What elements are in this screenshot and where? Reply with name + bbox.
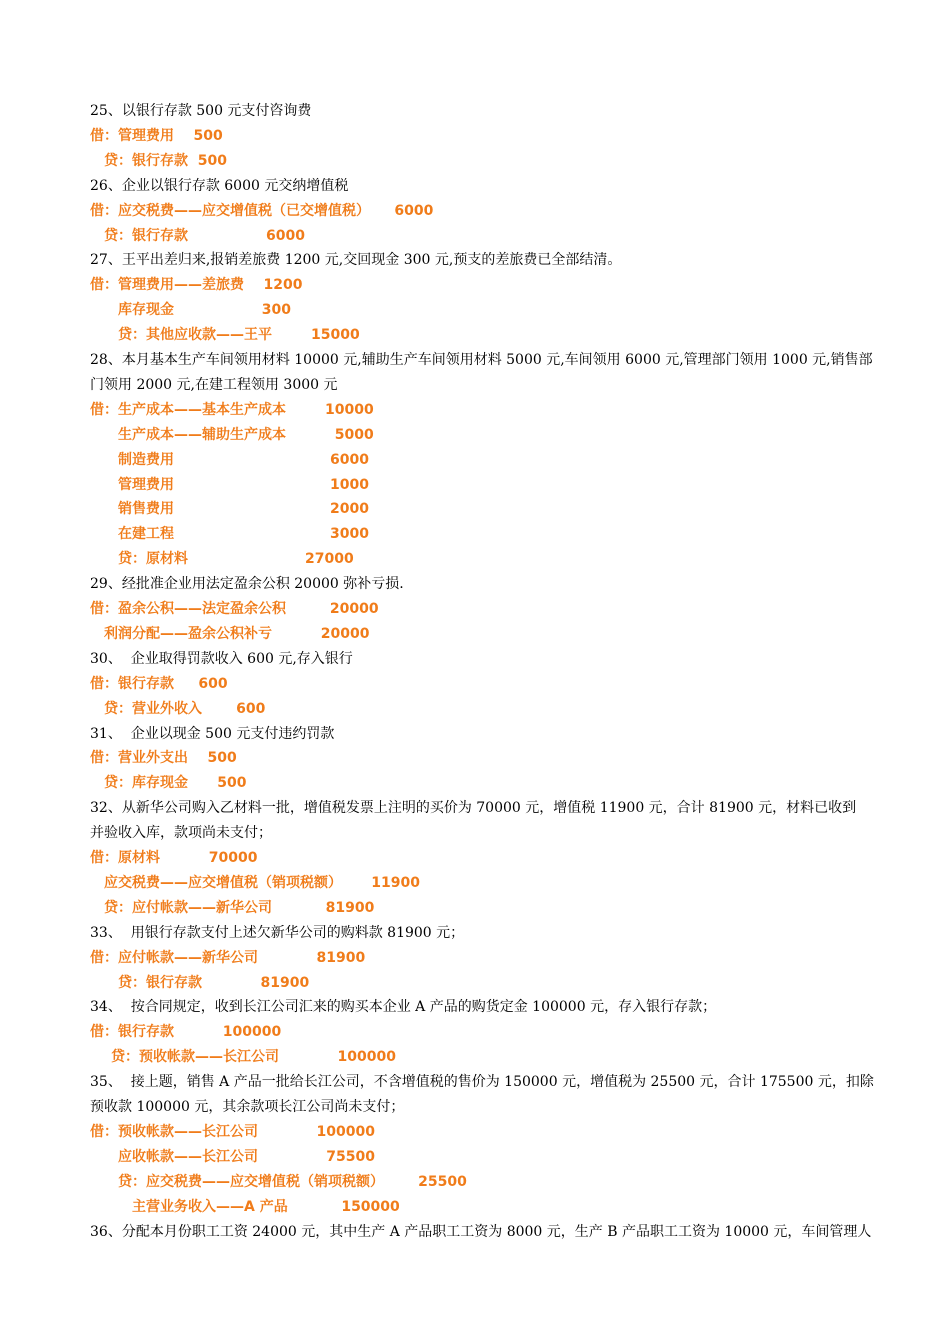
question-line: 35、 接上题，销售 A 产品一批给长江公司，不含增值税的售价为 150000 元，增值税为 25500 元，合计 175500 元，扣除 — [90, 1074, 874, 1091]
journal-entry-line: 借：应付帐款——新华公司 81900 — [90, 949, 366, 966]
journal-entry-line: 借：预收帐款——长江公司 100000 — [90, 1123, 375, 1140]
question-line: 29、经批准企业用法定盈余公积 20000 弥补亏损. — [90, 576, 404, 593]
journal-entry-line: 贷：银行存款 6000 — [104, 227, 305, 244]
journal-entry-line: 借：盈余公积——法定盈余公积 20000 — [90, 601, 379, 617]
journal-entry-line: 应交税费——应交增值税（销项税额） 11900 — [104, 874, 420, 891]
question-line: 32、从新华公司购入乙材料一批，增值税发票上注明的买价为 70000 元，增值税 11900 元，合计 81900 元，材料已收到 — [90, 800, 857, 817]
journal-entry-line: 在建工程 3000 — [118, 526, 369, 543]
journal-entry-line: 贷：库存现金 500 — [104, 775, 247, 792]
question-line: 预收款 100000 元，其余款项长江公司尚未支付； — [90, 1099, 405, 1115]
journal-entry-line: 应收帐款——长江公司 75500 — [118, 1148, 375, 1165]
question-line: 31、 企业以现金 500 元支付违约罚款 — [90, 725, 335, 742]
journal-entry-line: 利润分配——盈余公积补亏 20000 — [104, 625, 370, 642]
journal-entry-line: 贷：原材料 27000 — [118, 551, 354, 568]
question-line: 25、以银行存款 500 元支付咨询费 — [90, 103, 312, 119]
journal-entry-line: 销售费用 2000 — [118, 501, 369, 518]
journal-entry-line: 库存现金 300 — [118, 302, 291, 319]
question-line: 并验收入库，款项尚未支付； — [90, 825, 272, 842]
journal-entry-line: 借：生产成本——基本生产成本 10000 — [90, 401, 374, 418]
journal-entry-line: 借：管理费用——差旅费 1200 — [90, 277, 303, 294]
journal-entry-line: 贷：应付帐款——新华公司 81900 — [104, 899, 375, 916]
question-line: 门领用 2000 元,在建工程领用 3000 元 — [90, 376, 338, 393]
question-line: 34、 按合同规定，收到长江公司汇来的购买本企业 A 产品的购货定金 100000 元，存入银行存款； — [90, 999, 717, 1016]
journal-entry-line: 贷：营业外收入 600 — [104, 700, 266, 717]
question-line: 26、企业以银行存款 6000 元交纳增值税 — [90, 177, 349, 194]
journal-entry-line: 贷：银行存款 81900 — [118, 974, 310, 991]
journal-entry-line: 制造费用 6000 — [118, 451, 369, 468]
question-line: 30、 企业取得罚款收入 600 元,存入银行 — [90, 650, 353, 667]
journal-entry-line: 借：管理费用 500 — [90, 127, 223, 144]
journal-entry-line: 借：应交税费——应交增值税（已交增值税） 6000 — [90, 202, 434, 219]
journal-entry-line: 借：银行存款 600 — [90, 675, 228, 692]
question-line: 36、分配本月份职工工资 24000 元，其中生产 A 产品职工工资为 8000 元，生产 B 产品职工工资为 10000 元，车间管理人 — [90, 1223, 872, 1240]
journal-entry-line: 借：银行存款 100000 — [90, 1024, 282, 1041]
journal-entry-line: 借：原材料 70000 — [90, 850, 258, 866]
journal-entry-line: 生产成本——辅助生产成本 5000 — [118, 426, 374, 443]
question-line: 27、王平出差归来,报销差旅费 1200 元,交回现金 300 元,预支的差旅费已全部结清。 — [90, 252, 622, 269]
journal-entry-line: 主营业务收入——A 产品 150000 — [132, 1198, 400, 1215]
question-line: 28、本月基本生产车间领用材料 10000 元,辅助生产车间领用材料 5000 元,车间领用 6000 元,管理部门领用 1000 元,销售部 — [90, 352, 873, 368]
journal-entry-line: 管理费用 1000 — [118, 476, 369, 493]
journal-entry-line: 贷：预收帐款——长江公司 100000 — [111, 1049, 396, 1066]
journal-entry-line: 贷：其他应收款——王平 15000 — [118, 327, 360, 344]
journal-entry-line: 贷：应交税费——应交增值税（销项税额） 25500 — [118, 1173, 467, 1190]
journal-entry-line: 借：营业外支出 500 — [90, 750, 237, 767]
journal-entry-line: 贷：银行存款 500 — [104, 152, 227, 169]
question-line: 33、 用银行存款支付上述欠新华公司的购料款 81900 元； — [90, 924, 465, 941]
